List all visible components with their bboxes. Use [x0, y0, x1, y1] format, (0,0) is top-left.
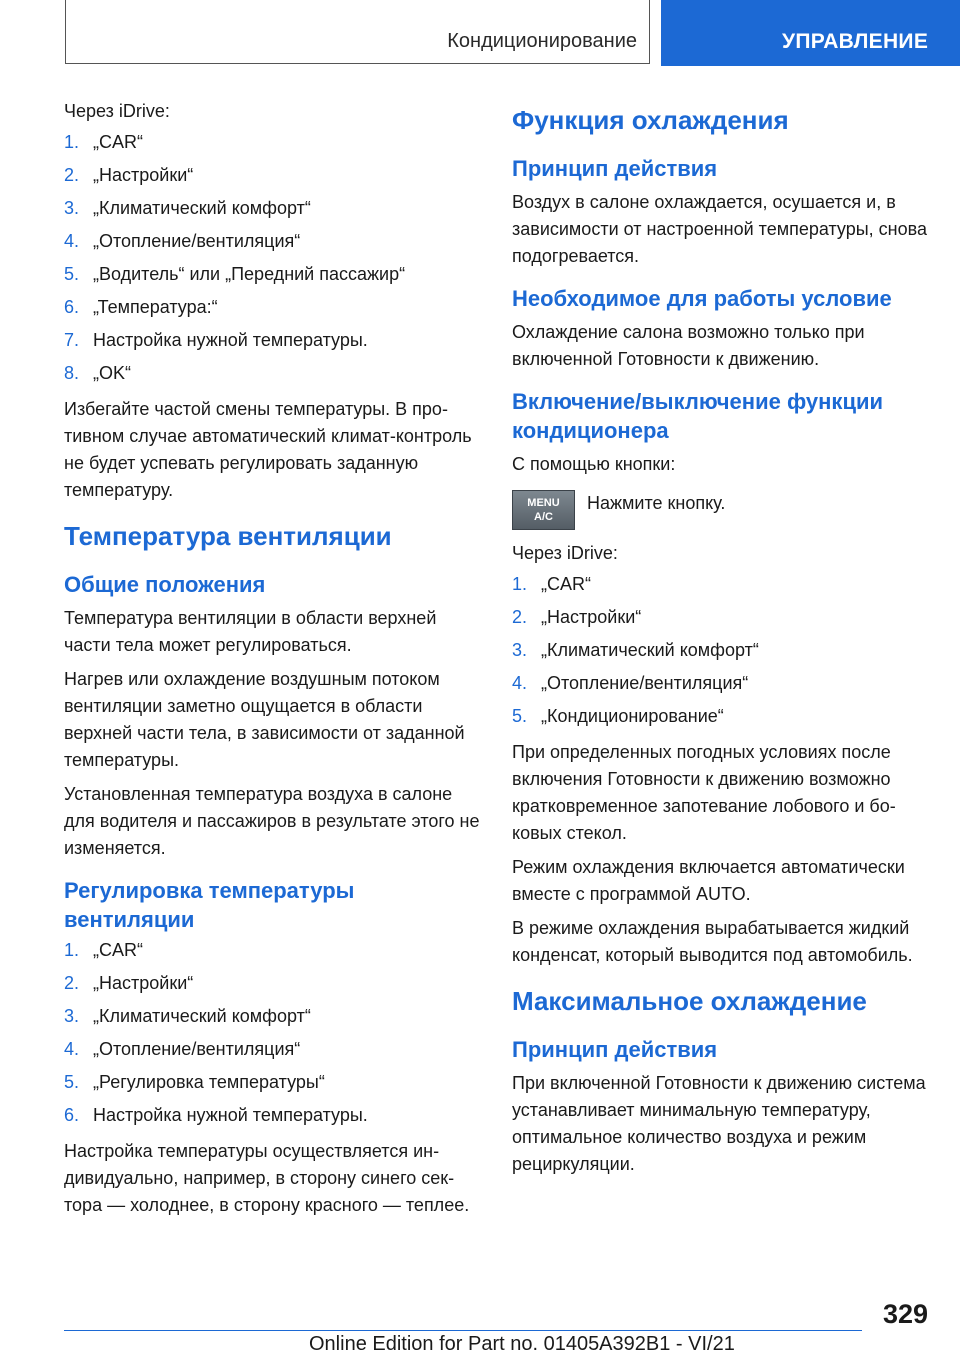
steps-list-1: [64, 132, 484, 383]
list-item: 1. „CAR“: [512, 574, 591, 594]
list-item: 6. Настройка нужной температуры.: [64, 1105, 368, 1125]
adjust-paragraph: Настройка температуры осуществляется индивидуально, например, в сторону синего сектора — холоднее, в сторону красного — теплее.: [64, 1141, 470, 1215]
steps-list-2: [64, 940, 484, 1125]
footer-divider: [64, 1330, 862, 1331]
button-instruction: [512, 490, 932, 530]
auto-paragraph: Режим охлаждения включается автоматически вместе с программой AUTO.: [512, 857, 905, 904]
list-item: 4. „Отопление/вентиляция“: [512, 673, 749, 693]
heading-cooling-function: Функция охлаждения: [512, 105, 789, 135]
edition-text: Online Edition for Part no. 01405A392B1 - VI/21: [309, 1333, 735, 1355]
press-button-text: Нажмите кнопку.: [587, 493, 726, 513]
list-item: 5. „Водитель“ или „Передний пассажир“: [64, 264, 406, 284]
button-intro-text: С помощью кнопки:: [512, 454, 676, 474]
general-paragraph-1: Температура вентиляции в области верхней части тела может регулироваться.: [64, 608, 437, 655]
list-item: 2. „Настройки“: [64, 165, 194, 185]
list-item: 6. „Температура:“: [64, 297, 218, 317]
heading-max-cooling: Максимальное охлаждение: [512, 986, 867, 1016]
menu-ac-button-icon: MENU A/C: [512, 490, 575, 530]
heading-on-off: Включение/выключение функции кондиционера: [512, 389, 884, 443]
max-cooling-paragraph: При включенной Готовности к движению система устанавливает минимальную температуру, оптимальное количество воздуха и режим рециркуляции.: [512, 1073, 926, 1174]
general-paragraph-3: Установленная температура воздуха в салоне для водителя и пассажиров в результате этого не изменяется.: [64, 784, 480, 858]
heading-vent-temperature: Температура вентиляции: [64, 521, 392, 551]
header-chapter-box: [65, 0, 650, 64]
list-item: 3. „Климатический комфорт“: [64, 198, 311, 218]
list-item: 3. „Климатический комфорт“: [64, 1006, 311, 1026]
heading-principle: Принцип действия: [512, 156, 718, 181]
heading-condition: Необходимое для работы условие: [512, 286, 892, 311]
heading-principle-2: Принцип действия: [512, 1037, 718, 1062]
steps-list-3: [512, 574, 932, 726]
condition-paragraph: Охлаждение салона возможно только при включенной Готовности к движению.: [512, 322, 865, 369]
heading-general: Общие положения: [64, 572, 266, 597]
page-number: 329: [882, 1299, 928, 1329]
right-column: [512, 98, 932, 1185]
condensate-paragraph: В режиме охлаждения вырабатывается жидкий конденсат, который выводится под автомобиль.: [512, 918, 913, 965]
general-paragraph-2: Нагрев или охлаждение воздушным потоком вентиляции заметно ощущается в области верхней части тела, в зависимости от заданной температуры.: [64, 669, 465, 770]
list-item: 8. „OK“: [64, 363, 131, 383]
list-item: 5. „Регулировка температуры“: [64, 1072, 325, 1092]
via-idrive-text: Через iDrive:: [64, 101, 170, 121]
left-column: [64, 98, 484, 1226]
list-item: 4. „Отопление/вентиляция“: [64, 231, 301, 251]
weather-paragraph: При определенных погодных условиях после включения Готовности к движению возможно кратковременное запотевание лобового и боковых стекол.: [512, 742, 896, 843]
list-item: 1. „CAR“: [64, 132, 143, 152]
list-item: 1. „CAR“: [64, 940, 143, 960]
list-item: 2. „Настройки“: [512, 607, 642, 627]
chapter-title: Кондиционирование: [447, 30, 637, 52]
principle-paragraph: Воздух в салоне охлаждается, осушается и, в зависимости от настроенной температуры, снова подогревается.: [512, 192, 927, 266]
list-item: 2. „Настройки“: [64, 973, 194, 993]
heading-adjust: Регулировка температуры вентиляции: [64, 878, 355, 932]
list-item: 4. „Отопление/вентиляция“: [64, 1039, 301, 1059]
list-item: 3. „Климатический комфорт“: [512, 640, 759, 660]
via-idrive-text: Через iDrive:: [512, 543, 618, 563]
list-item: 7. Настройка нужной температуры.: [64, 330, 368, 350]
avoid-paragraph: Избегайте частой смены температуры. В противном случае автоматический климат-контроль не будет успевать регулировать заданную температуру.: [64, 399, 472, 500]
section-tab[interactable]: УПРАВЛЕНИЕ: [661, 0, 960, 66]
list-item: 5. „Кондиционирование“: [512, 706, 724, 726]
